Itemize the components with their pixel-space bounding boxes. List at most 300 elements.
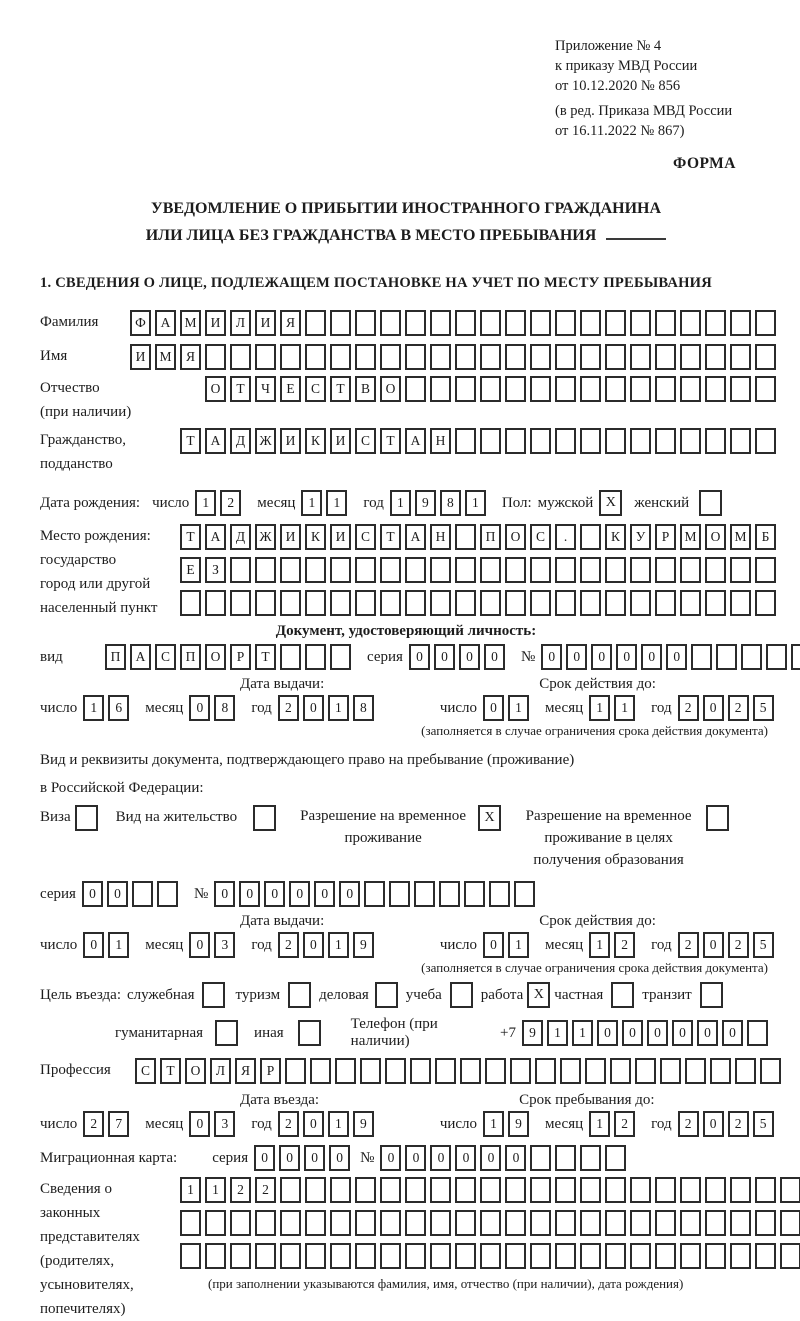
char-cell[interactable] [705, 376, 726, 402]
char-cell[interactable]: 5 [753, 1111, 774, 1137]
doc-valid-day[interactable] [483, 695, 533, 721]
char-cell[interactable] [530, 1243, 551, 1269]
doc-issue-year[interactable] [278, 695, 378, 721]
char-cell[interactable] [535, 1058, 556, 1084]
char-cell[interactable] [405, 344, 426, 370]
char-cell[interactable]: Н [430, 428, 451, 454]
char-cell[interactable]: 0 [591, 644, 612, 670]
char-cell[interactable] [380, 344, 401, 370]
char-cell[interactable] [430, 1177, 451, 1203]
representatives-input-row2[interactable] [180, 1210, 800, 1236]
temp-residence-edu-checkbox[interactable] [706, 805, 729, 831]
char-cell[interactable] [705, 1177, 726, 1203]
char-cell[interactable]: И [280, 428, 301, 454]
sex-female-checkbox[interactable] [699, 490, 722, 516]
char-cell[interactable] [530, 557, 551, 583]
char-cell[interactable]: 6 [108, 695, 129, 721]
purpose-humanitarian-checkbox[interactable] [215, 1020, 238, 1046]
char-cell[interactable] [755, 1210, 776, 1236]
char-cell[interactable]: 1 [572, 1020, 593, 1046]
stay-month[interactable] [589, 1111, 639, 1137]
char-cell[interactable] [555, 428, 576, 454]
char-cell[interactable]: М [180, 310, 201, 336]
char-cell[interactable]: Д [230, 428, 251, 454]
char-cell[interactable] [380, 557, 401, 583]
char-cell[interactable]: 0 [672, 1020, 693, 1046]
char-cell[interactable]: Ж [255, 428, 276, 454]
representatives-input-row1[interactable] [180, 1177, 800, 1203]
char-cell[interactable] [755, 557, 776, 583]
char-cell[interactable] [605, 557, 626, 583]
char-cell[interactable]: О [380, 376, 401, 402]
char-cell[interactable]: 2 [230, 1177, 251, 1203]
char-cell[interactable] [780, 1177, 800, 1203]
char-cell[interactable] [405, 1243, 426, 1269]
char-cell[interactable] [505, 1243, 526, 1269]
char-cell[interactable] [330, 310, 351, 336]
mc-number-input[interactable] [380, 1145, 630, 1171]
char-cell[interactable] [305, 1177, 326, 1203]
char-cell[interactable]: У [630, 524, 651, 550]
char-cell[interactable]: 1 [589, 1111, 610, 1137]
char-cell[interactable] [730, 344, 751, 370]
char-cell[interactable] [510, 1058, 531, 1084]
char-cell[interactable] [630, 1177, 651, 1203]
char-cell[interactable]: 8 [440, 490, 461, 516]
char-cell[interactable] [132, 881, 153, 907]
char-cell[interactable] [505, 310, 526, 336]
char-cell[interactable] [655, 310, 676, 336]
char-cell[interactable] [355, 344, 376, 370]
char-cell[interactable] [705, 344, 726, 370]
char-cell[interactable] [730, 1243, 751, 1269]
char-cell[interactable]: Т [380, 428, 401, 454]
char-cell[interactable] [791, 644, 800, 670]
char-cell[interactable]: 9 [353, 1111, 374, 1137]
char-cell[interactable] [730, 1210, 751, 1236]
char-cell[interactable]: 0 [541, 644, 562, 670]
char-cell[interactable] [505, 1177, 526, 1203]
char-cell[interactable] [455, 428, 476, 454]
char-cell[interactable] [505, 1210, 526, 1236]
char-cell[interactable]: 1 [326, 490, 347, 516]
char-cell[interactable] [455, 557, 476, 583]
char-cell[interactable] [705, 1243, 726, 1269]
char-cell[interactable] [305, 644, 326, 670]
char-cell[interactable] [705, 310, 726, 336]
char-cell[interactable]: 2 [278, 1111, 299, 1137]
char-cell[interactable] [605, 310, 626, 336]
char-cell[interactable] [755, 344, 776, 370]
char-cell[interactable] [255, 590, 276, 616]
char-cell[interactable] [685, 1058, 706, 1084]
char-cell[interactable] [680, 1177, 701, 1203]
char-cell[interactable]: 9 [415, 490, 436, 516]
char-cell[interactable] [360, 1058, 381, 1084]
char-cell[interactable] [255, 557, 276, 583]
char-cell[interactable]: А [205, 428, 226, 454]
char-cell[interactable] [655, 1243, 676, 1269]
char-cell[interactable] [555, 1145, 576, 1171]
char-cell[interactable] [455, 524, 476, 550]
char-cell[interactable] [280, 1177, 301, 1203]
purpose-private-checkbox[interactable] [611, 982, 634, 1008]
char-cell[interactable]: 1 [589, 695, 610, 721]
char-cell[interactable] [635, 1058, 656, 1084]
char-cell[interactable] [655, 344, 676, 370]
char-cell[interactable] [280, 1210, 301, 1236]
char-cell[interactable]: Б [755, 524, 776, 550]
char-cell[interactable]: Р [655, 524, 676, 550]
char-cell[interactable] [630, 310, 651, 336]
char-cell[interactable]: 8 [214, 695, 235, 721]
char-cell[interactable] [455, 590, 476, 616]
purpose-transit-checkbox[interactable] [700, 982, 723, 1008]
char-cell[interactable] [580, 1210, 601, 1236]
char-cell[interactable]: 0 [666, 644, 687, 670]
char-cell[interactable] [385, 1058, 406, 1084]
char-cell[interactable]: 0 [484, 644, 505, 670]
char-cell[interactable] [755, 310, 776, 336]
char-cell[interactable] [680, 428, 701, 454]
char-cell[interactable] [330, 1243, 351, 1269]
char-cell[interactable] [730, 310, 751, 336]
char-cell[interactable]: Р [230, 644, 251, 670]
char-cell[interactable]: 0 [82, 881, 103, 907]
char-cell[interactable]: О [205, 376, 226, 402]
char-cell[interactable] [505, 376, 526, 402]
char-cell[interactable] [605, 1145, 626, 1171]
mc-series-input[interactable] [254, 1145, 354, 1171]
doc-kind-input[interactable] [105, 644, 355, 670]
char-cell[interactable]: Ч [255, 376, 276, 402]
char-cell[interactable]: В [355, 376, 376, 402]
char-cell[interactable]: 7 [108, 1111, 129, 1137]
char-cell[interactable] [485, 1058, 506, 1084]
birth-year-input[interactable] [390, 490, 490, 516]
char-cell[interactable] [180, 590, 201, 616]
char-cell[interactable]: 0 [303, 695, 324, 721]
char-cell[interactable]: 2 [678, 695, 699, 721]
char-cell[interactable] [605, 344, 626, 370]
char-cell[interactable] [766, 644, 787, 670]
char-cell[interactable]: Р [260, 1058, 281, 1084]
char-cell[interactable]: Я [180, 344, 201, 370]
char-cell[interactable] [455, 1243, 476, 1269]
char-cell[interactable] [760, 1058, 781, 1084]
char-cell[interactable] [364, 881, 385, 907]
char-cell[interactable] [655, 428, 676, 454]
char-cell[interactable]: 0 [616, 644, 637, 670]
char-cell[interactable]: 0 [697, 1020, 718, 1046]
char-cell[interactable]: 0 [703, 932, 724, 958]
rvp-valid-year[interactable] [678, 932, 778, 958]
surname-input[interactable] [130, 310, 780, 336]
char-cell[interactable]: 0 [83, 932, 104, 958]
residence-permit-checkbox[interactable] [253, 805, 276, 831]
char-cell[interactable]: 0 [380, 1145, 401, 1171]
char-cell[interactable] [310, 1058, 331, 1084]
purpose-tourism-checkbox[interactable] [288, 982, 311, 1008]
purpose-other-checkbox[interactable] [298, 1020, 321, 1046]
char-cell[interactable]: 2 [255, 1177, 276, 1203]
char-cell[interactable] [530, 376, 551, 402]
char-cell[interactable]: 0 [254, 1145, 275, 1171]
char-cell[interactable] [585, 1058, 606, 1084]
char-cell[interactable] [730, 590, 751, 616]
char-cell[interactable]: С [155, 644, 176, 670]
char-cell[interactable] [435, 1058, 456, 1084]
char-cell[interactable]: И [280, 524, 301, 550]
char-cell[interactable] [555, 1243, 576, 1269]
char-cell[interactable] [655, 1177, 676, 1203]
char-cell[interactable] [755, 428, 776, 454]
char-cell[interactable] [455, 310, 476, 336]
char-cell[interactable] [555, 590, 576, 616]
char-cell[interactable] [580, 590, 601, 616]
char-cell[interactable] [580, 310, 601, 336]
char-cell[interactable] [655, 590, 676, 616]
char-cell[interactable] [330, 557, 351, 583]
char-cell[interactable] [464, 881, 485, 907]
char-cell[interactable] [605, 428, 626, 454]
purpose-business-checkbox[interactable] [375, 982, 398, 1008]
char-cell[interactable]: 0 [329, 1145, 350, 1171]
char-cell[interactable] [691, 644, 712, 670]
char-cell[interactable]: 2 [678, 1111, 699, 1137]
char-cell[interactable] [305, 1210, 326, 1236]
char-cell[interactable] [680, 1243, 701, 1269]
char-cell[interactable] [180, 1243, 201, 1269]
char-cell[interactable]: 0 [264, 881, 285, 907]
char-cell[interactable]: З [205, 557, 226, 583]
char-cell[interactable]: А [205, 524, 226, 550]
doc-issue-day[interactable] [83, 695, 133, 721]
char-cell[interactable]: С [135, 1058, 156, 1084]
char-cell[interactable] [530, 1145, 551, 1171]
char-cell[interactable] [630, 428, 651, 454]
char-cell[interactable] [705, 1210, 726, 1236]
char-cell[interactable] [580, 557, 601, 583]
char-cell[interactable]: 1 [328, 695, 349, 721]
char-cell[interactable] [580, 524, 601, 550]
char-cell[interactable]: М [155, 344, 176, 370]
char-cell[interactable]: 0 [703, 1111, 724, 1137]
char-cell[interactable] [330, 1210, 351, 1236]
char-cell[interactable] [716, 644, 737, 670]
char-cell[interactable] [480, 344, 501, 370]
char-cell[interactable] [355, 310, 376, 336]
char-cell[interactable]: 0 [303, 932, 324, 958]
stay-day[interactable] [483, 1111, 533, 1137]
char-cell[interactable] [305, 344, 326, 370]
birthplace-input-row2[interactable] [180, 557, 780, 583]
char-cell[interactable] [205, 344, 226, 370]
rvp-number-input[interactable] [214, 881, 539, 907]
char-cell[interactable]: К [605, 524, 626, 550]
char-cell[interactable]: Е [280, 376, 301, 402]
char-cell[interactable] [555, 557, 576, 583]
char-cell[interactable] [460, 1058, 481, 1084]
char-cell[interactable] [747, 1020, 768, 1046]
char-cell[interactable] [255, 1210, 276, 1236]
char-cell[interactable] [630, 1243, 651, 1269]
char-cell[interactable] [355, 1243, 376, 1269]
char-cell[interactable] [380, 1210, 401, 1236]
char-cell[interactable] [480, 428, 501, 454]
char-cell[interactable] [380, 1177, 401, 1203]
char-cell[interactable] [680, 590, 701, 616]
char-cell[interactable]: 1 [614, 695, 635, 721]
char-cell[interactable] [580, 1145, 601, 1171]
profession-input[interactable] [135, 1058, 785, 1084]
char-cell[interactable]: И [205, 310, 226, 336]
char-cell[interactable]: И [330, 428, 351, 454]
char-cell[interactable] [405, 1210, 426, 1236]
char-cell[interactable]: 3 [214, 932, 235, 958]
char-cell[interactable] [255, 1243, 276, 1269]
entry-year[interactable] [278, 1111, 378, 1137]
char-cell[interactable] [530, 428, 551, 454]
representatives-input-row3[interactable] [180, 1243, 800, 1269]
doc-valid-month[interactable] [589, 695, 639, 721]
patronymic-input[interactable] [205, 376, 780, 402]
char-cell[interactable] [730, 1177, 751, 1203]
char-cell[interactable] [330, 344, 351, 370]
char-cell[interactable]: 0 [455, 1145, 476, 1171]
char-cell[interactable] [330, 590, 351, 616]
char-cell[interactable] [455, 1210, 476, 1236]
char-cell[interactable] [430, 1243, 451, 1269]
char-cell[interactable]: 0 [239, 881, 260, 907]
char-cell[interactable] [680, 1210, 701, 1236]
char-cell[interactable] [230, 344, 251, 370]
char-cell[interactable] [580, 344, 601, 370]
char-cell[interactable] [505, 428, 526, 454]
char-cell[interactable] [780, 1243, 800, 1269]
char-cell[interactable] [680, 310, 701, 336]
char-cell[interactable]: А [155, 310, 176, 336]
char-cell[interactable]: 1 [328, 932, 349, 958]
char-cell[interactable] [555, 1210, 576, 1236]
char-cell[interactable]: Т [330, 376, 351, 402]
char-cell[interactable]: А [405, 428, 426, 454]
char-cell[interactable]: Т [160, 1058, 181, 1084]
char-cell[interactable] [755, 376, 776, 402]
char-cell[interactable]: 2 [278, 695, 299, 721]
char-cell[interactable] [480, 1177, 501, 1203]
char-cell[interactable]: Л [230, 310, 251, 336]
char-cell[interactable] [560, 1058, 581, 1084]
entry-day[interactable] [83, 1111, 133, 1137]
char-cell[interactable]: 0 [647, 1020, 668, 1046]
char-cell[interactable] [205, 1243, 226, 1269]
char-cell[interactable]: П [480, 524, 501, 550]
purpose-study-checkbox[interactable] [450, 982, 473, 1008]
char-cell[interactable] [430, 557, 451, 583]
char-cell[interactable] [430, 590, 451, 616]
char-cell[interactable] [330, 1177, 351, 1203]
char-cell[interactable]: О [185, 1058, 206, 1084]
char-cell[interactable] [280, 1243, 301, 1269]
char-cell[interactable]: П [105, 644, 126, 670]
char-cell[interactable] [305, 310, 326, 336]
char-cell[interactable]: 1 [483, 1111, 504, 1137]
char-cell[interactable]: 2 [728, 932, 749, 958]
char-cell[interactable] [605, 376, 626, 402]
char-cell[interactable] [505, 557, 526, 583]
char-cell[interactable]: К [305, 524, 326, 550]
char-cell[interactable] [205, 590, 226, 616]
char-cell[interactable]: Т [180, 428, 201, 454]
char-cell[interactable] [580, 376, 601, 402]
char-cell[interactable] [505, 344, 526, 370]
char-cell[interactable]: 1 [547, 1020, 568, 1046]
char-cell[interactable]: 1 [465, 490, 486, 516]
char-cell[interactable]: Т [230, 376, 251, 402]
char-cell[interactable]: 2 [278, 932, 299, 958]
char-cell[interactable]: 5 [753, 932, 774, 958]
char-cell[interactable] [555, 376, 576, 402]
char-cell[interactable] [255, 344, 276, 370]
char-cell[interactable]: П [180, 644, 201, 670]
char-cell[interactable]: О [705, 524, 726, 550]
char-cell[interactable]: 0 [641, 644, 662, 670]
char-cell[interactable] [230, 557, 251, 583]
char-cell[interactable]: 1 [195, 490, 216, 516]
char-cell[interactable]: С [305, 376, 326, 402]
char-cell[interactable]: 1 [328, 1111, 349, 1137]
char-cell[interactable] [630, 557, 651, 583]
char-cell[interactable]: 0 [214, 881, 235, 907]
char-cell[interactable] [580, 1243, 601, 1269]
char-cell[interactable]: 9 [508, 1111, 529, 1137]
char-cell[interactable] [305, 557, 326, 583]
char-cell[interactable] [405, 310, 426, 336]
char-cell[interactable] [480, 557, 501, 583]
char-cell[interactable] [489, 881, 510, 907]
char-cell[interactable]: 0 [622, 1020, 643, 1046]
char-cell[interactable]: 0 [483, 932, 504, 958]
char-cell[interactable]: Я [280, 310, 301, 336]
char-cell[interactable] [710, 1058, 731, 1084]
char-cell[interactable] [705, 557, 726, 583]
char-cell[interactable]: Ж [255, 524, 276, 550]
birth-day-input[interactable] [195, 490, 245, 516]
char-cell[interactable]: 1 [205, 1177, 226, 1203]
char-cell[interactable] [430, 344, 451, 370]
char-cell[interactable]: 1 [301, 490, 322, 516]
char-cell[interactable] [355, 557, 376, 583]
char-cell[interactable] [405, 1177, 426, 1203]
char-cell[interactable] [610, 1058, 631, 1084]
char-cell[interactable] [630, 590, 651, 616]
char-cell[interactable] [755, 1243, 776, 1269]
char-cell[interactable]: Ф [130, 310, 151, 336]
rvp-issue-month[interactable] [189, 932, 239, 958]
char-cell[interactable] [439, 881, 460, 907]
char-cell[interactable] [580, 428, 601, 454]
sex-male-checkbox[interactable]: X [599, 490, 622, 516]
char-cell[interactable] [680, 344, 701, 370]
stay-year[interactable] [678, 1111, 778, 1137]
char-cell[interactable] [630, 344, 651, 370]
given-name-input[interactable] [130, 344, 780, 370]
char-cell[interactable] [280, 644, 301, 670]
char-cell[interactable] [630, 376, 651, 402]
char-cell[interactable] [605, 1210, 626, 1236]
char-cell[interactable]: 1 [390, 490, 411, 516]
